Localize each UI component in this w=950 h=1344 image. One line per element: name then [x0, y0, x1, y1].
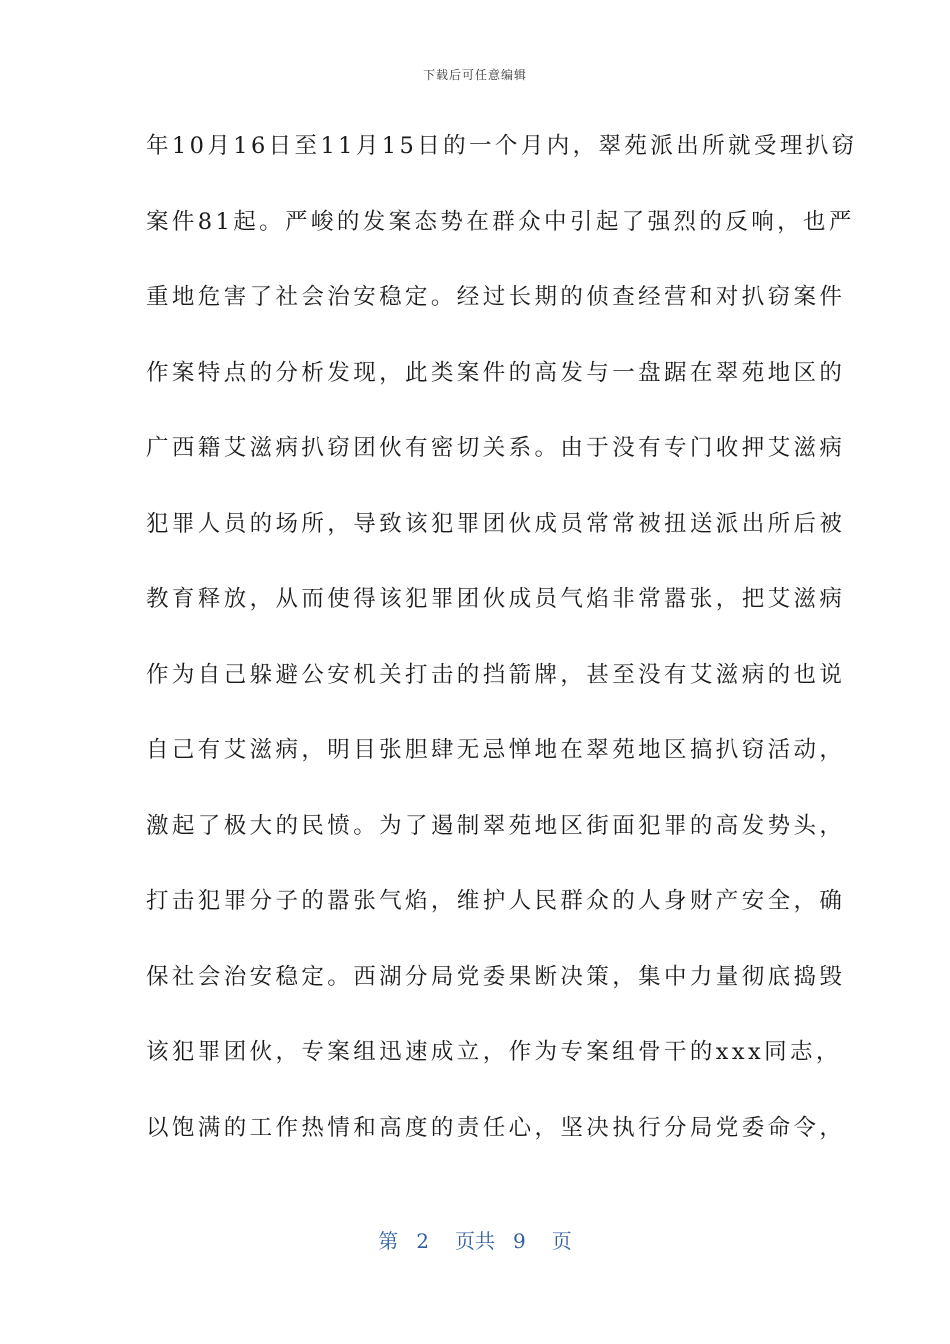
page-number-footer [0, 1225, 950, 1254]
footer-middle: 页共 [455, 1229, 495, 1253]
body-line-13: 该犯罪团伙，专案组迅速成立，作为专案组骨干的xxx同志， [146, 1039, 842, 1065]
body-line-4: 作案特点的分析发现，此类案件的高发与一盘踞在翠苑地区的 [146, 359, 846, 386]
body-line-5: 广西籍艾滋病扒窃团伙有密切关系。由于没有专门收押艾滋病 [146, 435, 846, 461]
footer-prefix: 第 [378, 1229, 399, 1253]
body-line-1: 年10月16日至11月15日的一个月内，翠苑派出所就受理扒窃 [146, 133, 858, 159]
document-body [146, 124, 858, 1181]
footer-suffix: 页 [551, 1229, 572, 1253]
page-header-note: 下载后可任意编辑 [422, 68, 527, 82]
body-line-3: 重地危害了社会治安稳定。经过长期的侦查经营和对扒窃案件 [146, 284, 846, 310]
body-line-2: 案件81起。严峻的发案态势在群众中引起了强烈的反响，也严 [146, 208, 855, 235]
body-line-12: 保社会治安稳定。西湖分局党委果断决策，集中力量彻底捣毁 [146, 963, 846, 990]
body-line-14: 以饱满的工作热情和高度的责任心，坚决执行分局党委命令， [146, 1114, 846, 1141]
body-line-6: 犯罪人员的场所，导致该犯罪团伙成员常常被扭送派出所后被 [146, 510, 846, 537]
footer-current-page: 2 [416, 1229, 429, 1253]
body-line-11: 打击犯罪分子的嚣张气焰，维护人民群众的人身财产安全，确 [146, 888, 846, 914]
footer-total-pages: 9 [513, 1229, 526, 1253]
body-line-9: 自己有艾滋病，明目张胆肆无忌惮地在翠苑地区搞扒窃活动， [146, 737, 846, 763]
body-line-8: 作为自己躲避公安机关打击的挡箭牌，甚至没有艾滋病的也说 [146, 661, 846, 688]
body-line-7: 教育释放，从而使得该犯罪团伙成员气焰非常嚣张，把艾滋病 [146, 586, 846, 612]
body-line-10: 激起了极大的民愤。为了遏制翠苑地区街面犯罪的高发势头， [146, 812, 846, 839]
